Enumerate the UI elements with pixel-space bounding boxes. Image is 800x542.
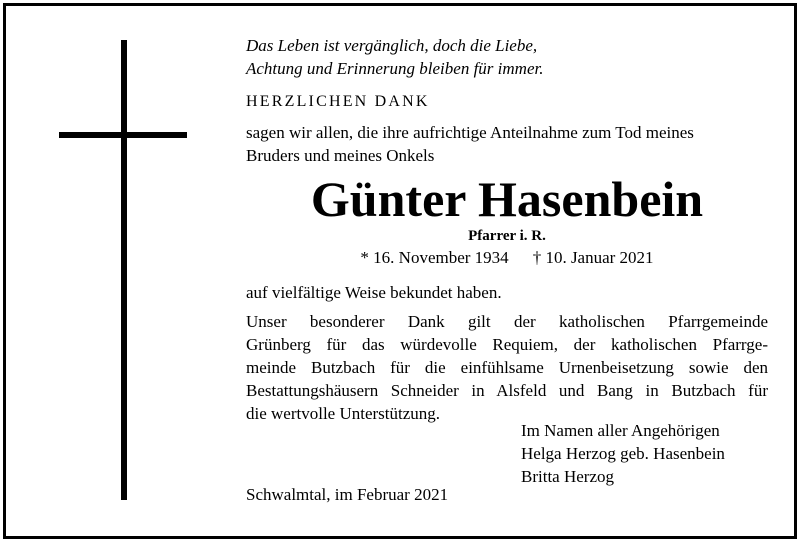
thanks-line: Grünberg für das würdevolle Requiem, der katholischen Pfarrge- xyxy=(246,335,768,354)
cross-vertical-bar xyxy=(121,40,127,500)
thanks-line: die wertvolle Unterstützung. xyxy=(246,404,441,423)
thanks-paragraph xyxy=(246,310,768,425)
signature-block xyxy=(521,419,725,488)
intro-text xyxy=(246,121,768,167)
thanks-line: Unser besonderer Dank gilt der katholischen Pfarrgemeinde xyxy=(246,312,768,331)
life-dates xyxy=(246,246,768,269)
birth-date: * 16. November 1934 xyxy=(360,248,509,267)
signature-line: Britta Herzog xyxy=(521,467,614,486)
deceased-title: Pfarrer i. R. xyxy=(468,228,546,244)
signature-line: Helga Herzog geb. Hasenbein xyxy=(521,444,725,463)
cross-horizontal-bar xyxy=(59,132,187,138)
quote-line: Das Leben ist vergänglich, doch die Liebe, xyxy=(246,36,538,55)
memorial-quote xyxy=(246,34,768,80)
thanks-line: Bestattungshäusern Schneider in Alsfeld und Bang in Butzbach für xyxy=(246,381,768,400)
thanks-heading: HERZLICHEN DANK xyxy=(246,93,430,110)
deceased-name: Günter Hasenbein xyxy=(310,171,704,227)
quote-line: Achtung und Erinnerung bleiben für immer. xyxy=(246,59,544,78)
death-date: † 10. Januar 2021 xyxy=(532,248,654,267)
intro-line: sagen wir allen, die ihre aufrichtige Anteilnahme zum Tod meines xyxy=(246,123,694,142)
signature-line: Im Namen aller Angehörigen xyxy=(521,421,720,440)
place-and-date: Schwalmtal, im Februar 2021 xyxy=(246,485,449,504)
closing-intro-line: auf vielfältige Weise bekundet haben. xyxy=(246,283,502,302)
thanks-line: meinde Butzbach für die einfühlsame Urnenbeisetzung sowie den xyxy=(246,358,768,377)
intro-line: Bruders und meines Onkels xyxy=(246,146,435,165)
